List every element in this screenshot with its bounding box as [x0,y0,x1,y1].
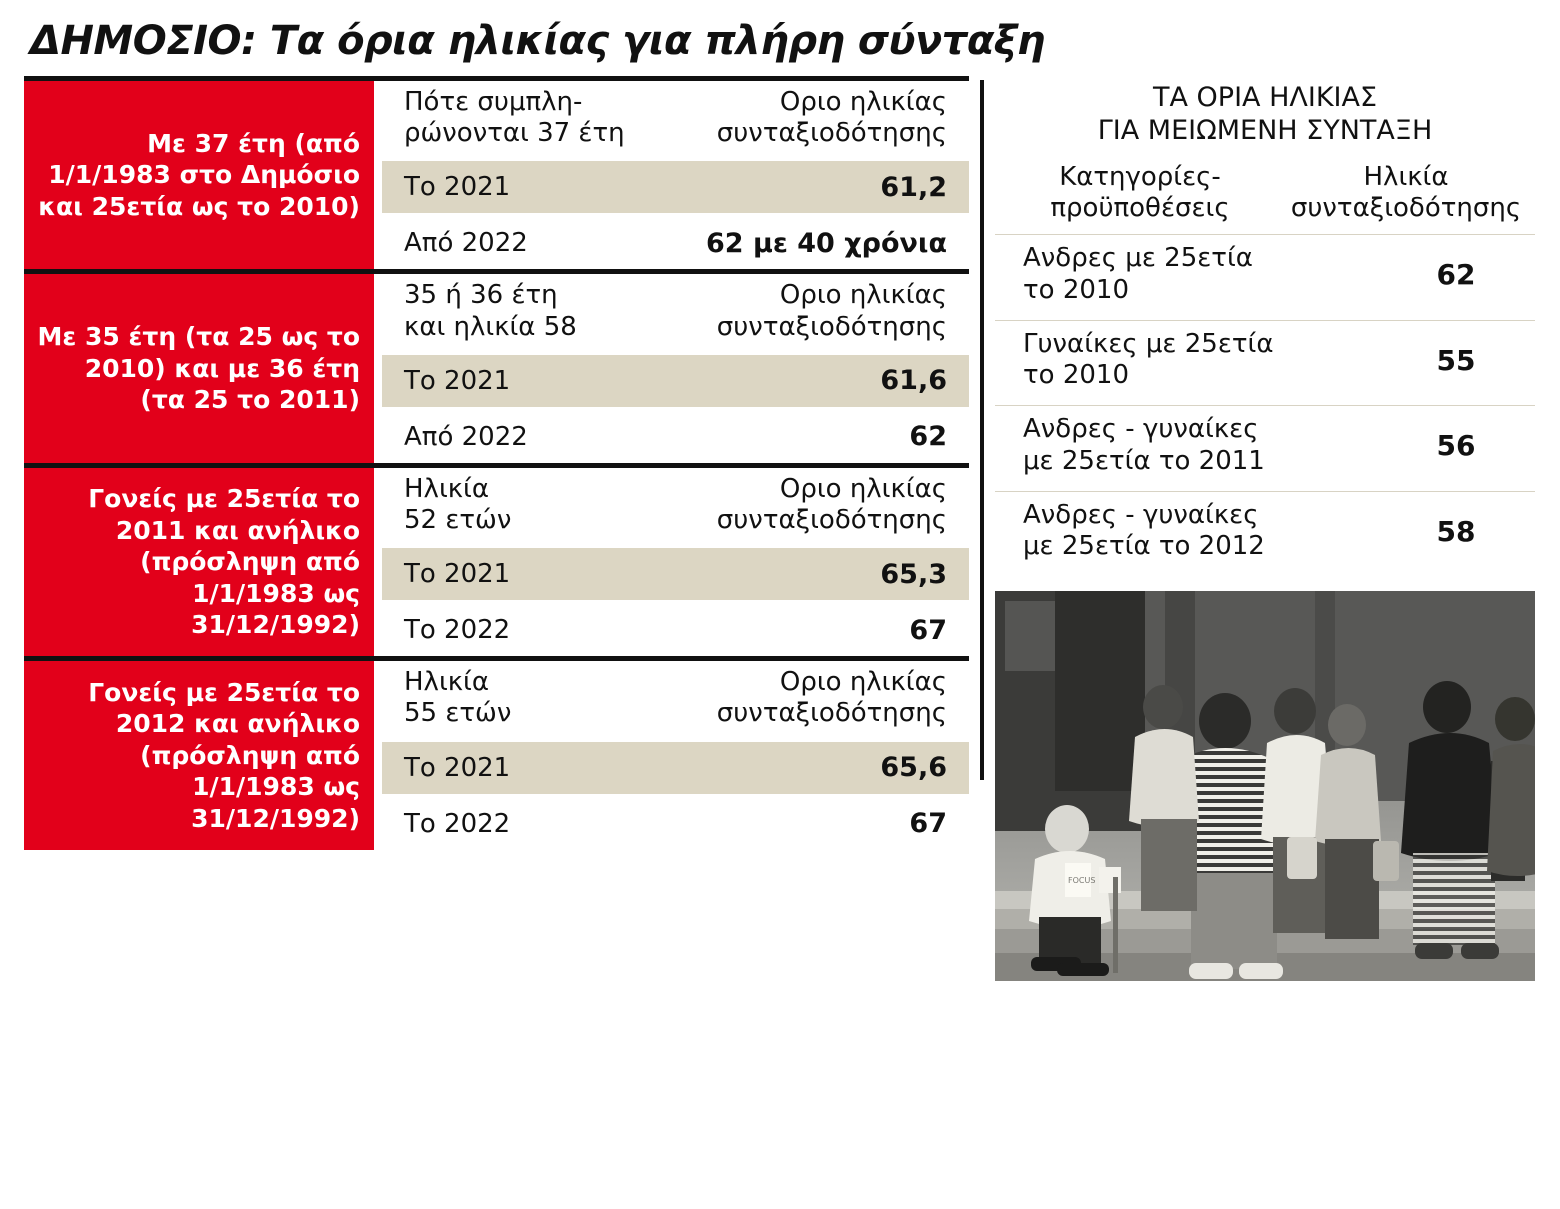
header-left-line1: Ηλικία [404,473,489,504]
list-item [995,234,1535,314]
header-left [382,280,709,342]
reduced-pension-panel [995,76,1535,981]
list-item-label [995,406,1395,485]
table-row [382,161,969,213]
row-value: 61,6 [880,365,947,397]
table-row [382,548,969,600]
header-right [709,280,969,342]
block-rows [374,81,969,269]
header-left-line1: Ηλικία [404,667,489,698]
header-right-line1: Οριο ηλικίας [779,280,947,311]
header-left-line1: Πότε συμπλη- [404,87,583,117]
header-left-line1: 35 ή 36 έτη [404,280,558,311]
pension-block [24,76,969,269]
list-item-label [995,492,1395,571]
list-item-label-line1: Ανδρες - γυναίκες [1023,414,1259,445]
row-value: 65,6 [880,752,947,783]
list-item-label-line1: Ανδρες - γυναίκες [1023,499,1259,530]
list-item-label [995,235,1395,314]
block-label-text: Με 37 έτη (από 1/1/1983 στο Δημόσιο και 25ετία ως το 2010) [38,128,360,221]
list-item-label-line2: με 25ετία το 2012 [1023,531,1265,562]
block-label-category [24,661,374,849]
table-row [382,798,969,850]
svg-text:FOCUS: FOCUS [1068,876,1096,885]
page-title-rest: Τα όρια ηλικίας για πλήρη σύνταξη [256,18,1045,64]
header-right [709,474,969,536]
header-right [709,667,969,729]
header-left-line2: ρώνονται 37 έτη [404,118,625,149]
block-rows [374,661,969,849]
reduced-pension-title-line2: ΓΙΑ ΜΕΙΩΜΕΝΗ ΣΥΝΤΑΞΗ [1097,114,1433,146]
list-item-label-line2: με 25ετία το 2011 [1023,445,1265,476]
main-content [24,76,1536,981]
row-value: 62 [909,421,947,453]
header-right-line2: συνταξιοδότησης [716,311,947,342]
row-value: 67 [909,808,947,839]
row-label: Από 2022 [404,421,528,452]
table-header-row [382,274,969,350]
header-left-line2: 52 ετών [404,504,512,535]
block-rows [374,468,969,656]
row-value: 62 με 40 χρόνια [706,227,947,259]
row-value: 65,3 [880,558,947,590]
header-right-line1: Οριο ηλικίας [779,667,947,698]
list-item [995,405,1535,485]
header-right-line2: συνταξιοδότησης [716,698,947,729]
reduced-pension-title-line1: ΤΑ ΟΡΙΑ ΗΛΙΚΙΑΣ [1152,82,1378,113]
list-item [995,491,1535,571]
list-item-value: 56 [1436,429,1476,463]
block-rows [374,274,969,462]
block-label-category [24,274,374,462]
table-header-row [382,468,969,544]
header-right-line1: Οριο ηλικίας [779,87,947,117]
row-label: Το 2022 [404,615,511,646]
block-label-category [24,468,374,656]
header-left-line2: και ηλικία 58 [404,311,577,342]
block-label-text: Γονείς με 25ετία το 2012 και ανήλικο (πρόσληψη από 1/1/1983 ως 31/12/1992) [88,677,360,833]
header-right [709,87,969,149]
list-item-label-line2: το 2010 [1023,274,1129,305]
list-item-label-line1: Ανδρες με 25ετία [1023,243,1253,274]
reduced-header-left-line2: προϋποθέσεις [1050,193,1230,224]
list-item-label-line2: το 2010 [1023,360,1129,391]
header-left [382,474,709,536]
table-row [382,217,969,269]
reduced-pension-header [995,162,1535,234]
pension-block [24,656,969,849]
header-right-line2: συνταξιοδότησης [716,118,947,149]
row-value: 61,2 [880,171,947,203]
table-row [382,355,969,407]
row-label: Το 2021 [404,559,511,590]
list-item [995,320,1535,400]
divider-line [980,80,984,780]
reduced-header-left-line1: Κατηγορίες- [1059,161,1221,192]
reduced-header-right-line2: συνταξιοδότησης [1290,193,1522,224]
row-label: Το 2021 [404,365,511,396]
list-item-label [995,321,1395,400]
list-item-value: 58 [1436,514,1476,548]
block-label-text: Γονείς με 25ετία το 2011 και ανήλικο (πρόσληψη από 1/1/1983 ως 31/12/1992) [88,484,360,640]
list-item-label-line1: Γυναίκες με 25ετία [1023,328,1274,359]
photo-queue-outside-bank [995,591,1535,981]
reduced-pension-title [995,76,1535,162]
block-label-text: Με 35 έτη (τα 25 ως το 2010) και με 36 έτη (τα 25 το 2011) [37,322,360,415]
block-label-category [24,81,374,269]
reduced-header-left [999,162,1281,224]
pension-block [24,269,969,462]
table-header-row [382,81,969,157]
row-label: Από 2022 [404,228,528,259]
table-row [382,604,969,656]
header-right-line2: συνταξιοδότησης [716,504,947,535]
reduced-header-right [1281,162,1531,224]
header-left [382,667,709,729]
row-value: 67 [909,614,947,646]
row-label: Το 2022 [404,808,511,839]
table-row [382,411,969,463]
page-title-kicker: ΔΗΜΟΣΙΟ: [30,18,257,64]
column-divider [969,76,995,780]
reduced-header-right-line1: Ηλικία [1363,161,1449,192]
header-left-line2: 55 ετών [404,698,512,729]
list-item-value: 62 [1436,258,1476,292]
full-pension-table [24,76,969,850]
table-header-row [382,661,969,737]
list-item-value: 55 [1436,343,1476,377]
page-title [30,20,1536,62]
row-label: Το 2021 [404,172,511,203]
row-label: Το 2021 [404,752,511,783]
header-right-line1: Οριο ηλικίας [779,473,947,504]
table-row [382,742,969,794]
pension-block [24,463,969,656]
header-left [382,87,709,149]
